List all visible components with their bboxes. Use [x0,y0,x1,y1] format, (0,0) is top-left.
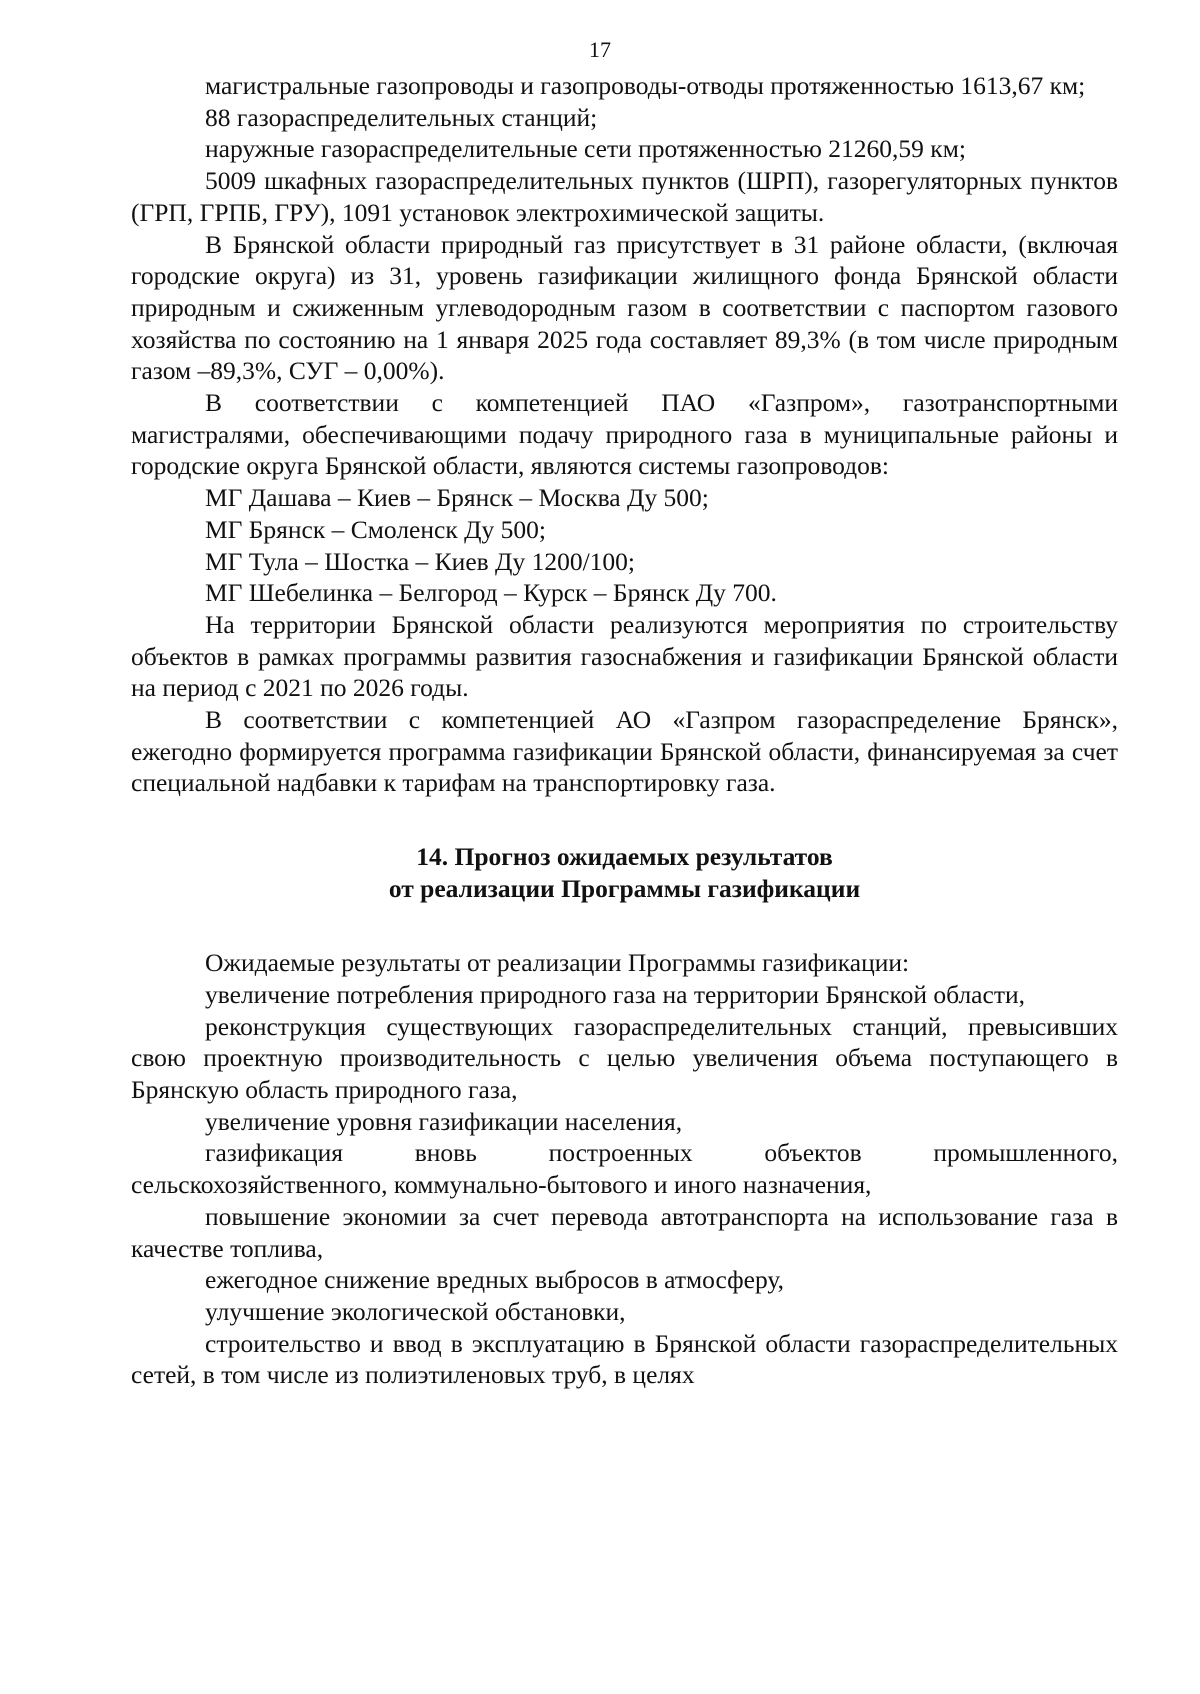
paragraph: В соответствии с компетенцией АО «Газпром газораспределение Брянск», ежегодно формируется программа газификации Брянской области, финансируемая за счет специальной надбавки к тарифам на транспортировку газа. [131,705,1118,798]
paragraph: магистральные газопроводы и газопроводы-отводы протяженностью 1613,67 км; [205,71,1086,100]
paragraph: 5009 шкафных газораспределительных пунктов (ШРП), газорегуляторных пунктов (ГРП, ГРПБ, ГРУ), 1091 установок электрохимической защиты. [131,166,1118,227]
section-heading-line: 14. Прогноз ожидаемых результатов [416,842,833,872]
section-heading [131,841,1118,905]
pipeline-item: МГ Дашава – Киев – Брянск – Москва Ду 500; [205,483,709,513]
document-body [131,70,1118,1391]
result-item: увеличение потребления природного газа на территории Брянской области, [205,979,1025,1009]
result-item: увеличение уровня газификации населения, [205,1106,683,1136]
result-item: строительство и ввод в эксплуатацию в Брянской области газораспределительных сетей, в том числе из полиэтиленовых труб, в целях [131,1328,1118,1390]
result-item: газификация вновь построенных объектов промышленного, сельскохозяйственного, коммунально-бытового и иного назначения, [131,1138,1118,1200]
paragraph: В Брянской области природный газ присутствует в 31 районе области, (включая городские округа) из 31, уровень газификации жилищного фонда Брянской области природным и сжиженным углеводородным газом в соответствии с паспортом газового хозяйства по состоянию на 1 января 2025 года составляет 89,3% (в том числе природным газом –89,3%, СУГ – 0,00%). [131,229,1118,386]
result-item: повышение экономии за счет перевода автотранспорта на использование газа в качестве топлива, [131,1201,1118,1263]
page-number: 17 [589,37,611,62]
result-item: реконструкция существующих газораспределительных станций, превысивших свою проектную производительность с целью увеличения объема поступающего в Брянскую область природного газа, [131,1011,1118,1104]
result-item: улучшение экологической обстановки, [205,1296,626,1326]
paragraph: наружные газораспределительные сети протяженностью 21260,59 км; [205,134,966,164]
pipeline-item: МГ Шебелинка – Белгород – Курск – Брянск Ду 700. [205,578,777,608]
paragraph: На территории Брянской области реализуются мероприятия по строительству объектов в рамках программы развития газоснабжения и газификации Брянской области на период с 2021 по 2026 годы. [131,609,1118,703]
pipeline-item: МГ Тула – Шостка – Киев Ду 1200/100; [205,546,635,576]
paragraph: В соответствии с компетенцией ПАО «Газпром», газотранспортными магистралями, обеспечивающими подачу природного газа в муниципальные районы и городские округа Брянской области, являются системы газопроводов: [131,388,1118,481]
paragraph: 88 газораспределительных станций; [205,102,598,132]
section-heading-line: от реализации Программы газификации [388,874,861,904]
paragraph: Ожидаемые результаты от реализации Программы газификации: [205,948,910,978]
result-item: ежегодное снижение вредных выбросов в атмосферу, [205,1265,784,1295]
pipeline-item: МГ Брянск – Смоленск Ду 500; [205,514,546,544]
